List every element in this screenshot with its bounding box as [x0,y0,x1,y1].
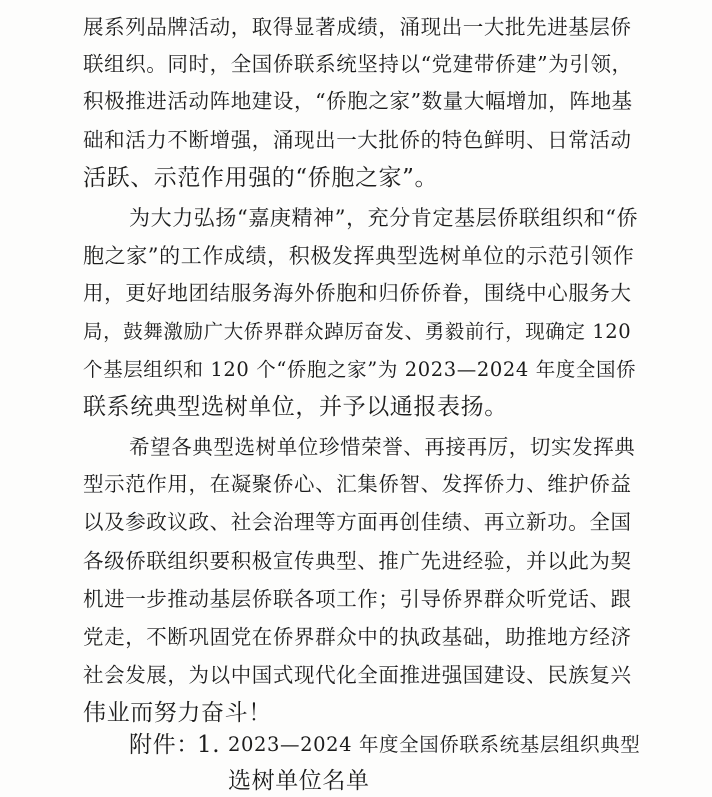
text-line: 机进一步推动基层侨联各项工作；引导侨界群众听党话、跟 [83,587,632,611]
text-line: 伟业而努力奋斗！ [83,700,272,726]
text-line: 局，鼓舞激励广大侨界群众踔厉奋发、勇毅前行，现确定 120 [83,320,632,343]
text-line: 积极推进活动阵地建设，“侨胞之家”数量大幅增加，阵地基 [83,89,633,113]
attachment-item-title-cont: 选树单位名单 [228,768,370,794]
text-line: 用，更好地团结服务海外侨胞和归侨侨眷，围绕中心服务大 [83,281,632,305]
text-line: 为大力弘扬“嘉庚精神”，充分肯定基层侨联组织和“侨 [129,206,639,230]
attachment-item-number: 1. [197,732,221,758]
text-line: 以及参政议政、社会治理等方面再创佳绩、再立新功。全国 [83,510,632,534]
attachment-item-title: 2023—2024 年度全国侨联系统基层组织典型 [228,733,641,756]
text-line: 各级侨联组织要积极宣传典型、推广先进经验，并以此为契 [83,549,632,573]
text-line: 个基层组织和 120 个“侨胞之家”为 2023—2024 年度全国侨 [83,358,637,381]
text-line: 型示范作用，在凝聚侨心、汇集侨智、发挥侨力、维护侨益 [83,472,632,496]
text-line: 展系列品牌活动，取得显著成绩，涌现出一大批先进基层侨 [83,15,632,39]
text-line: 础和活力不断增强，涌现出一大批侨的特色鲜明、日常活动 [83,128,632,152]
attachment-label: 附件： [129,732,200,758]
text-line: 联组织。同时，全国侨联系统坚持以“党建带侨建”为引领， [83,52,633,76]
text-line: 胞之家”的工作成绩，积极发挥典型选树单位的示范引领作 [83,244,635,268]
text-line: 希望各典型选树单位珍惜荣誉、再接再厉，切实发挥典 [129,435,636,459]
text-line: 活跃、示范作用强的“侨胞之家”。 [83,165,439,191]
text-line: 联系统典型选树单位，并予以通报表扬。 [83,394,508,420]
text-line: 党走，不断巩固党在侨界群众中的执政基础，助推地方经济 [83,625,632,649]
text-line: 社会发展，为以中国式现代化全面推进强国建设、民族复兴 [83,663,632,687]
